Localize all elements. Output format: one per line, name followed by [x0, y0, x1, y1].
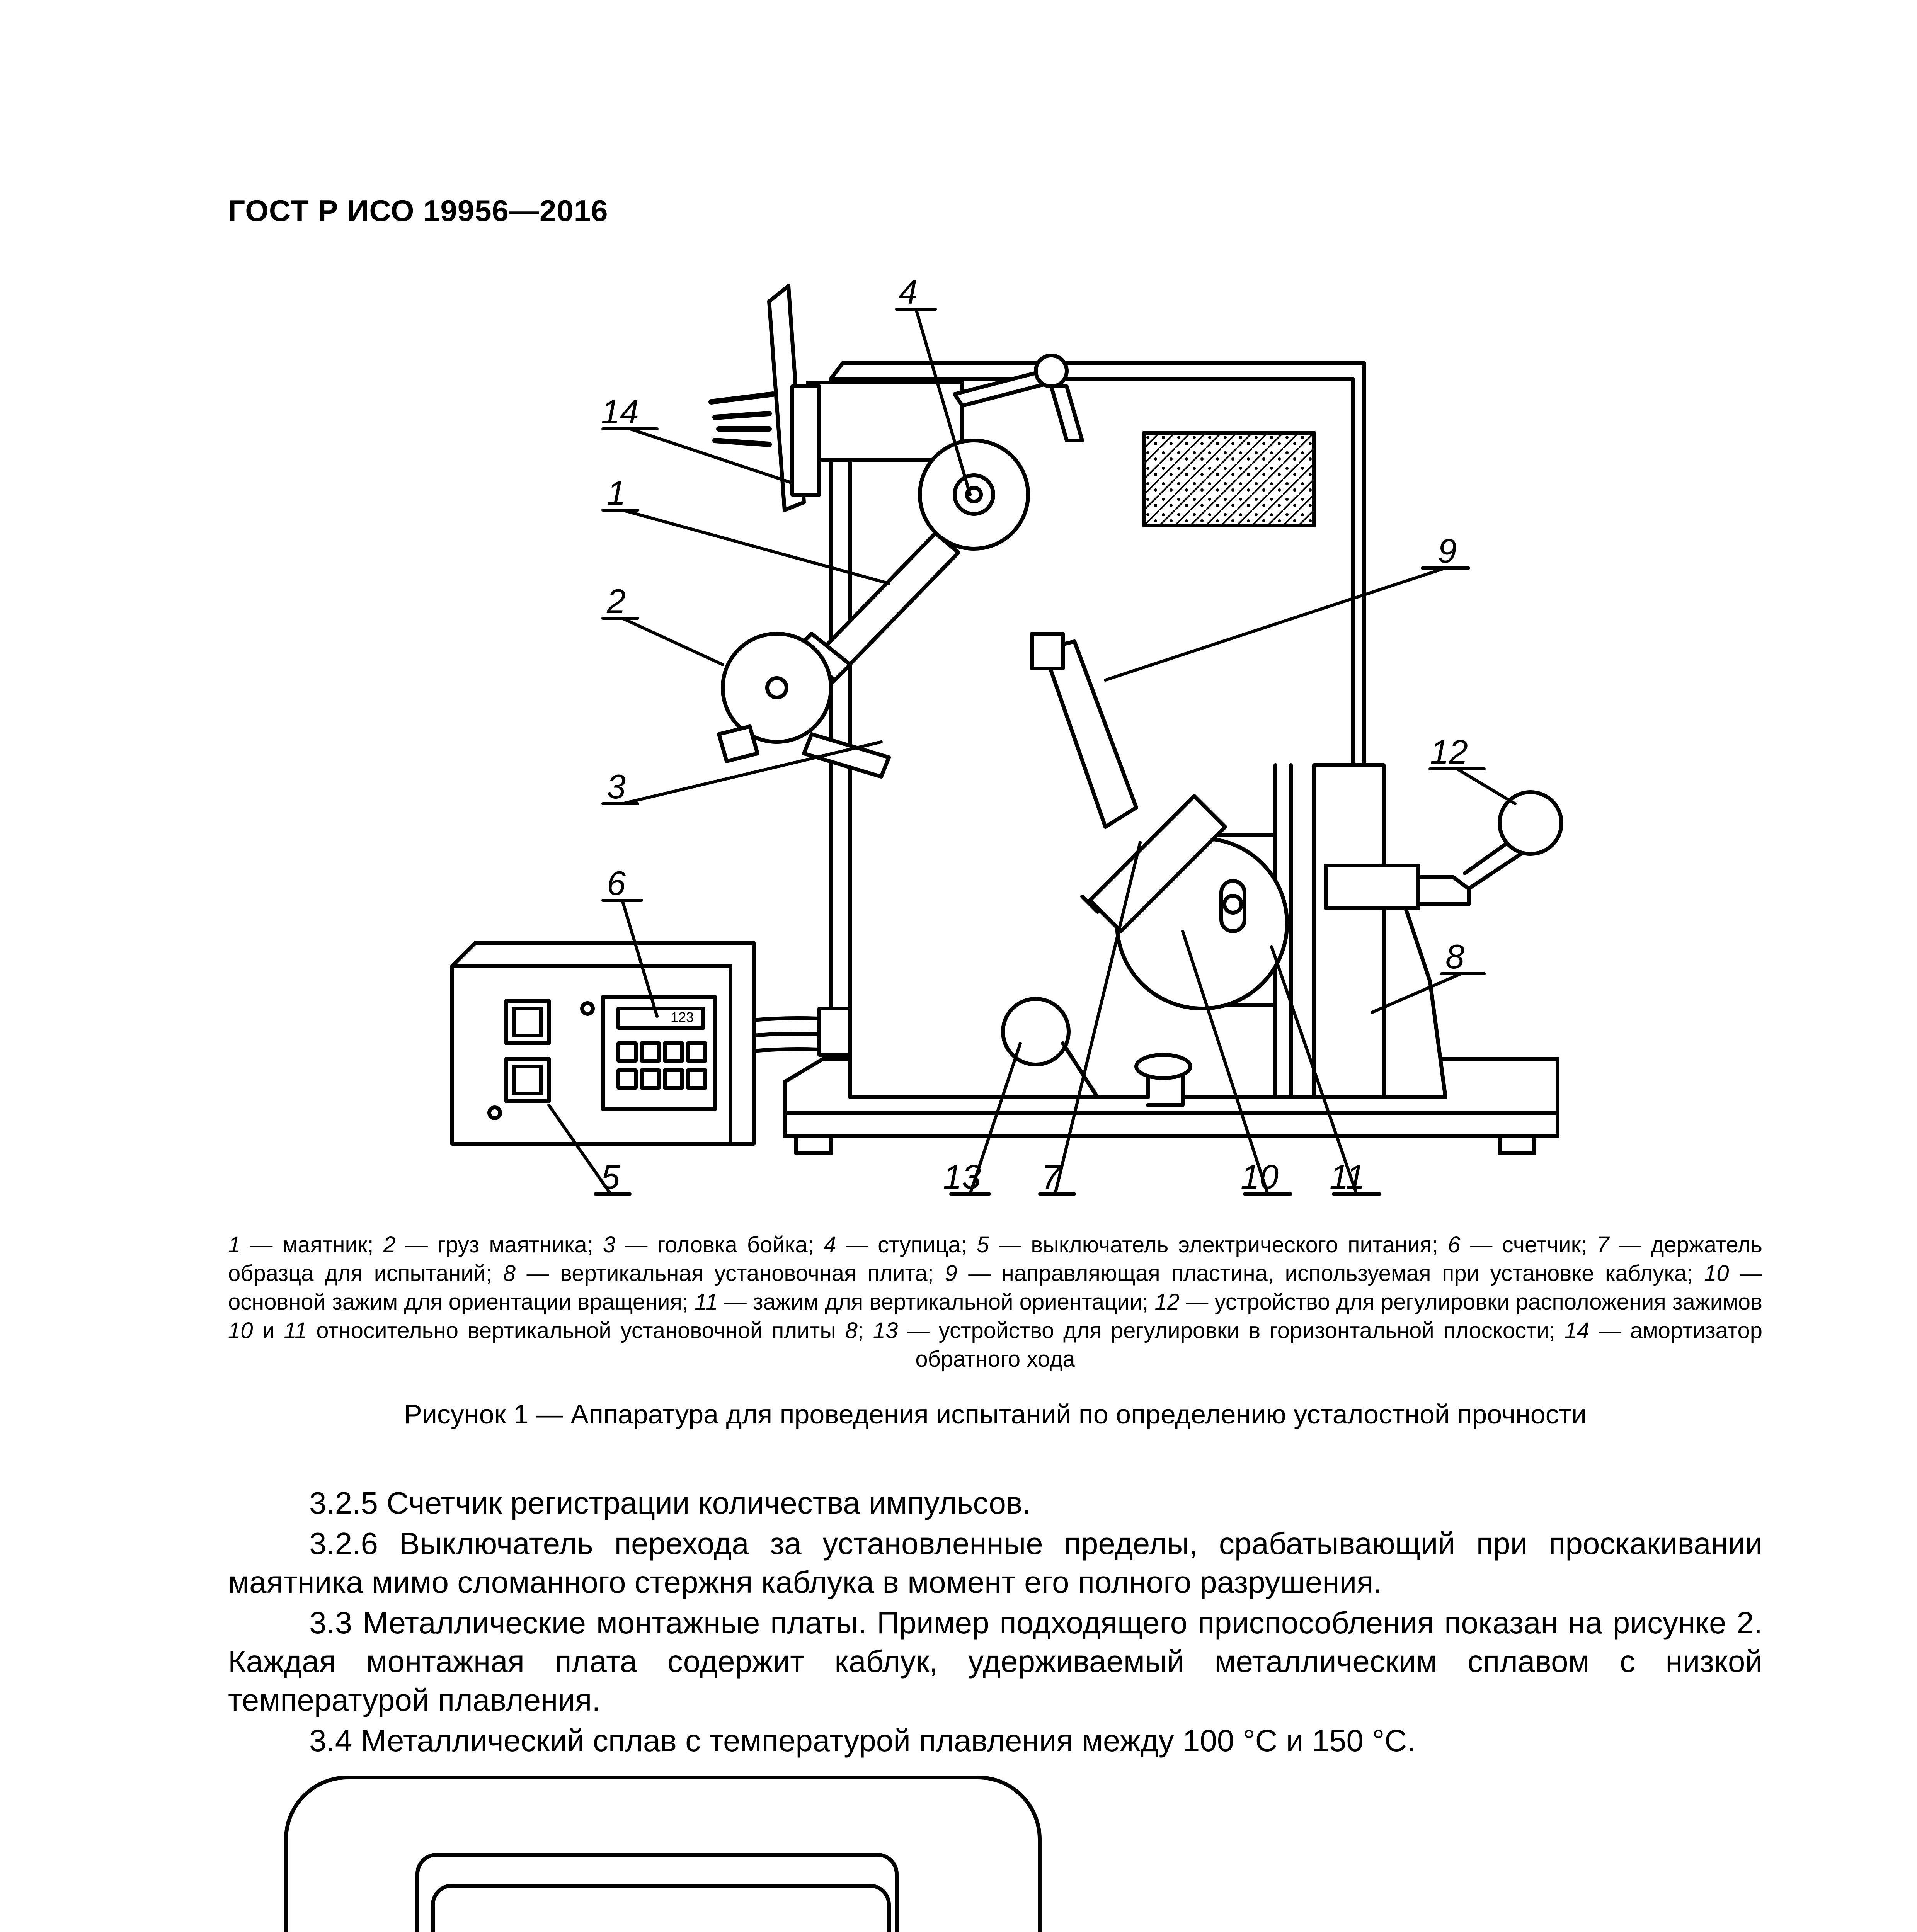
callout-6: 6 — [607, 864, 626, 902]
paragraph-3-2-5: 3.2.5 Счетчик регистрации количества импульсов. — [309, 1486, 1031, 1520]
callout-10: 10 — [1241, 1158, 1279, 1196]
paragraph-3-4: 3.4 Металлический сплав с температурой плавления между 100 °C и 150 °C. — [309, 1723, 1416, 1758]
callout-1: 1 — [607, 474, 626, 512]
nameplate — [1144, 433, 1314, 526]
figure-1-legend: 1 — маятник; 2 — груз маятника; 3 — головка бойка; 4 — ступица; 5 — выключатель электрического питания; 6 — счетчик; 7 — держатель образца для испытаний; 8 — вертикальная установочная плита; 9 — направляющая пластина, используемая при установке каблука; 10 — основной зажим для ориентации вращения; 11 — зажим для вертикальной ориентации; 12 — устройство для регулировки расположения зажимов 10 и 11 относительно вертикальной установочной плиты 8; 13 — устройство для регулировки в горизонтальной плоскости; 14 — амортизатор обратного хода — [228, 1232, 1763, 1372]
callout-11: 11 — [1330, 1158, 1365, 1196]
figure-2-mounting-plate-drawing — [271, 1770, 1051, 1932]
callout-7: 7 — [1042, 1158, 1061, 1196]
cable — [754, 1009, 850, 1055]
callout-13: 13 — [943, 1158, 981, 1196]
return-damper — [711, 286, 819, 510]
callout-4: 4 — [899, 273, 918, 311]
callout-3: 3 — [607, 767, 626, 806]
callout-2: 2 — [607, 582, 626, 620]
control-box — [452, 943, 754, 1144]
callout-12: 12 — [1430, 733, 1468, 771]
paragraph-3-2-6: 3.2.6 Выключатель перехода за установленные пределы, срабатывающий при проскакивании маятника мимо сломанного стержня каблука в момент его полного разрушения. — [228, 1526, 1762, 1599]
callout-9: 9 — [1438, 532, 1457, 570]
paragraph-3-3: 3.3 Металлические монтажные платы. Пример подходящего приспособления показан на рисунке 2. Каждая монтажная плата содержит каблук, удерживаемый металлическим сплавом с низкой температурой плавления. — [228, 1605, 1762, 1717]
callout-14: 14 — [601, 393, 639, 431]
document-header: ГОСТ Р ИСО 19956—2016 — [228, 194, 608, 228]
callout-5: 5 — [601, 1158, 620, 1196]
callout-8: 8 — [1445, 937, 1464, 976]
counter-display-value: 123 — [671, 1009, 694, 1025]
figure-1-caption: Рисунок 1 — Аппаратура для проведения испытаний по определению усталостной прочности — [404, 1399, 1587, 1429]
